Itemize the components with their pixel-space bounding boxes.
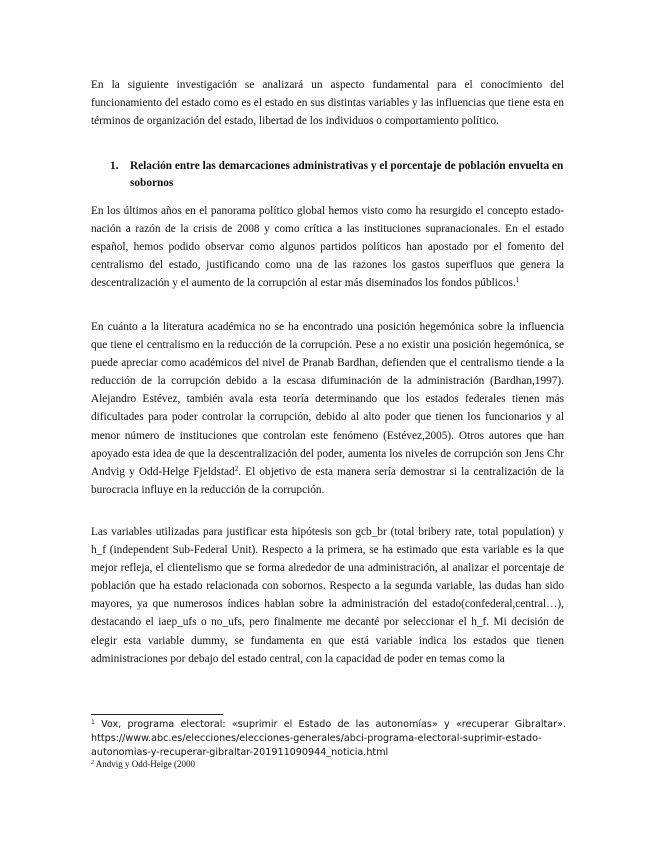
footnote-mark-1: 1 [91, 719, 95, 726]
footnote-1-text: Vox, programa electoral: «suprimir el Estado de las autonomías» y «recuperar Gibraltar». https://www.abc.es/elecciones/elecciones-generales/abci-programa-electoral-suprimir-estado-autonomias-y-recuperar-gibraltar-201911090944_noticia.html [91, 719, 566, 758]
footnote-separator [91, 714, 223, 715]
paragraph-2-text-b: . El objetivo de esta manera sería demostrar si la centralización de la burocracia influye en la reducción de la corrupción. [91, 465, 565, 496]
footnote-2 [91, 758, 566, 770]
section-title: Relación entre las demarcaciones administrativas y el porcentaje de población envuelta en sobornos [130, 160, 564, 189]
paragraph-2 [91, 318, 564, 499]
paragraph-2-text-a: En cuánto a la literatura académica no se ha encontrado una posición hegemónica sobre la influencia que tiene el centralismo en la reducción de la corrupción. Pese a no existir una posición hegemónica, se puede apreciar como académicos del nivel de Pranab Bardhan, defienden que el centralismo tiende a la reducción de la corrupción debido a la escasa difuminación de la administración (Bardhan,1997). Alejandro Estévez, también avala esta teoría determinando que los estados federales tienen más dificultades para poder controlar la corrupción, debido al alto poder que tienen los funcionarios y al menor número de instituciones que controlan este fenómeno (Estévez,2005). Otros autores que han apoyado esta idea de que la descentralización del poder, aumenta los niveles de corrupción son Jens Chr Andvig y Odd-Helge Fjeldstad [91, 321, 564, 478]
footnote-ref-2[interactable]: 2 [234, 464, 239, 473]
paragraph-1 [91, 202, 564, 292]
section-number: 1. [110, 160, 119, 172]
footnote-2-text: Andvig y Odd-Helge (2000 [94, 759, 195, 769]
footnote-mark-2: 2 [91, 760, 94, 766]
intro-paragraph: En la siguiente investigación se analizará un aspecto fundamental para el conocimiento del funcionamiento del estado como es el estado en sus distintas variables y las influencias que tiene esta en términos de organización del estado, libertad de los individuos o comportamiento político. [91, 79, 564, 128]
section-heading-1 [110, 158, 565, 192]
paragraph-3: Las variables utilizadas para justificar esta hipótesis son gcb_br (total bribery rate, total population) y h_f (independent Sub-Federal Unit). Respecto a la primera, se ha estimado que esta variable es la que mejor refleja, el clientelismo que se forma alrededor de una administración, al analizar el porcentaje de población que ha estado relacionada con sobornos. Respecto a la segunda variable, las dudas han sido mayores, ya que numerosos índices hablan sobre la administración del estado(confederal,central…), destacando el iaep_ufs o no_ufs, pero finalmente me decanté por seleccionar el h_f. Mi decisión de elegir esta variable dummy, se fundamenta en que está variable indica los estados que tienen administraciones por debajo del estado central, con la capacidad de poder en temas como la [91, 526, 564, 665]
footnote-ref-1[interactable]: 1 [515, 276, 520, 285]
footnote-1 [91, 718, 566, 760]
paragraph-1-text: En los últimos años en el panorama político global hemos visto como ha resurgido el concepto estado-nación a razón de la crisis de 2008 y como crítica a las instituciones supranacionales. En el estado español, hemos podido observar como algunos partidos políticos han apostado por el fomento del centralismo del estado, justificando como una de las razones los gastos superfluos que genera la descentralización y el aumento de la corrupción al estar más diseminados los fondos públicos. [91, 205, 564, 290]
